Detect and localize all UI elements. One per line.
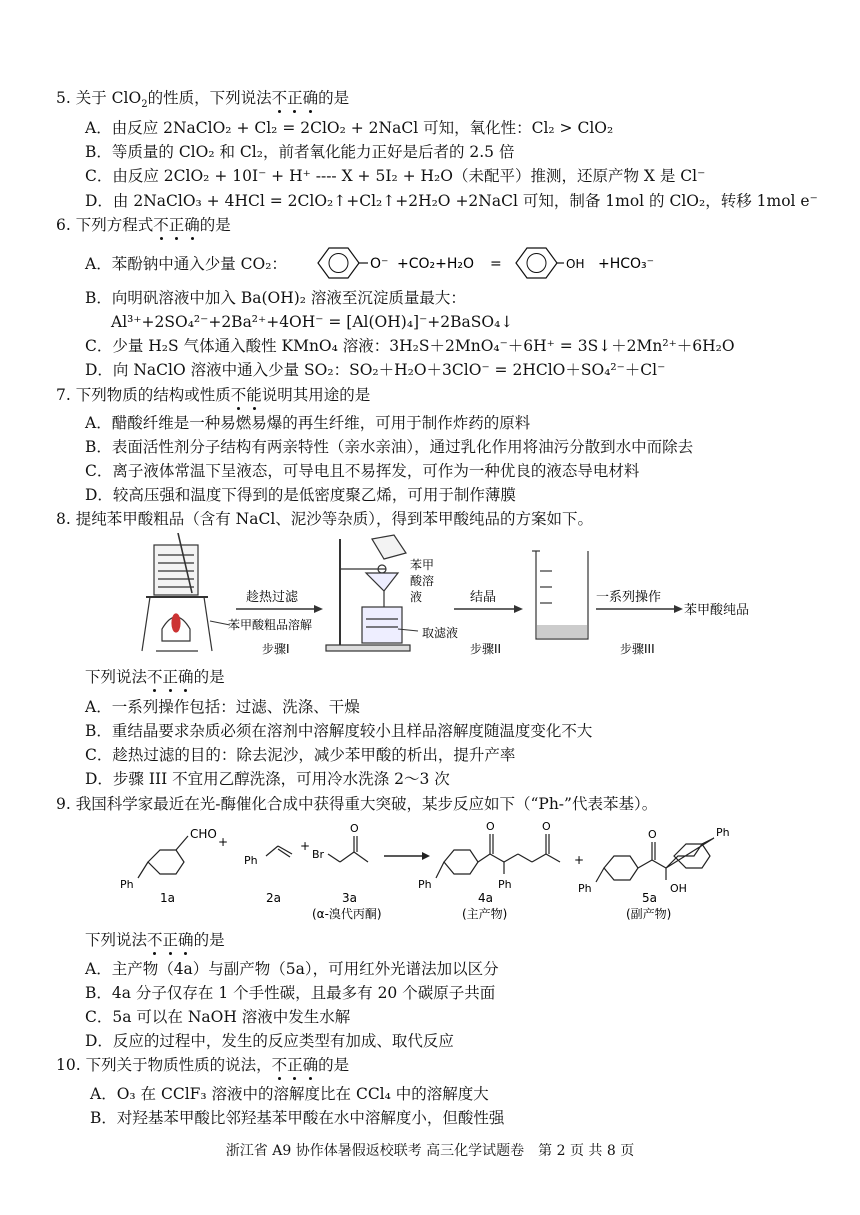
ring-1a (148, 850, 184, 874)
q9-option-c: C．5a 可以在 NaOH 溶液中发生水解 (85, 1008, 351, 1026)
solution-label-2: 酸溶 (410, 574, 435, 588)
cho-label: CHO (190, 827, 217, 841)
hot-filtration-label: 趁热过滤 (246, 590, 299, 605)
step3-label: 步骤III (620, 642, 655, 656)
q5-stem: 5. 关于 ClO$_2$的性质，下列说法不正确的是 (56, 89, 350, 111)
q6-option-b: B．向明矾溶液中加入 Ba(OH)₂ 溶液至沉淀质量最大： (85, 289, 466, 307)
compound-5a-note: (副产物) (626, 907, 672, 921)
q7-option-b: B．表面活性剂分子结构有两亲特性（亲水亲油），通过乳化作用将油污分散到水中而除去 (85, 438, 694, 456)
q6-phenol-equation (302, 240, 682, 286)
plus-sign: + (300, 839, 311, 853)
q8-option-a: A．一系列操作包括：过滤、洗涤、干燥 (85, 698, 360, 716)
q9-stem: 9. 我国科学家最近在光-酶催化合成中获得重大突破，某步反应如下（“Ph-”代表苯基）。 (56, 795, 658, 813)
oh-label: OH (670, 882, 687, 895)
q10-option-b: B．对羟基苯甲酸比邻羟基苯甲酸在水中溶解度小，但酸性强 (90, 1109, 505, 1127)
arrow-head (514, 605, 523, 613)
q6-option-b-equation: Al³⁺+2SO₄²⁻+2Ba²⁺+4OH⁻ = [Al(OH)₄]⁻+2BaSO₄↓ (111, 313, 514, 331)
step2-label: 步骤II (470, 642, 502, 656)
phenoxide-o: O⁻ (370, 256, 389, 272)
q8-option-d: D．步骤 III 不宜用乙醇洗涤，可用冷水洗涤 2～3 次 (85, 770, 450, 788)
label-pointer (210, 621, 230, 625)
q8-sub-stem: 下列说法不正确的是 (85, 668, 225, 686)
co2-h2o: +CO₂+H₂O (397, 256, 475, 272)
aromatic-circle-left (329, 254, 348, 273)
solution-label-1: 苯甲 (410, 558, 435, 572)
ph-label: Ph (578, 882, 592, 895)
ph-label: Ph (716, 826, 730, 839)
step1-label: 步骤I (262, 642, 290, 656)
q8-option-b: B．重结晶要求杂质必须在溶剂中溶解度较小且样品溶解度随温度变化不大 (85, 722, 593, 740)
filtration-stand (326, 535, 410, 651)
q8-stem: 8. 提纯苯甲酸粗品（含有 NaCl、泥沙等杂质），得到苯甲酸纯品的方案如下。 (56, 510, 594, 528)
phenol-oh: OH (566, 257, 585, 271)
compound-4a-note: (主产物) (462, 907, 508, 921)
q10-option-a: A．O₃ 在 CClF₃ 溶液中的溶解度比在 CCl₄ 中的溶解度大 (90, 1085, 489, 1103)
q10-stem: 10. 下列关于物质性质的说法，不正确的是 (56, 1056, 350, 1074)
q6-option-d: D．向 NaClO 溶液中通入少量 SO₂：SO₂＋H₂O＋3ClO⁻ = 2HClO＋SO₄²⁻＋Cl⁻ (85, 361, 666, 379)
q7-stem: 7. 下列物质的结构或性质不能说明其用途的是 (56, 386, 371, 404)
q6-option-c: C．少量 H₂S 气体通入酸性 KMnO₄ 溶液：3H₂S＋2MnO₄⁻＋6H⁺ = 3S↓＋2Mn²⁺＋6H₂O (85, 337, 735, 355)
plus-sign: + (574, 853, 585, 867)
page-footer: 浙江省 A9 协作体暑假返校联考 高三化学试题卷 第 2 页 共 8 页 (225, 1143, 635, 1159)
crystallize-label: 结晶 (470, 590, 497, 605)
o-label: O (542, 820, 551, 833)
compound-3a-note: (α-溴代丙酮) (312, 907, 382, 921)
solution-label-3: 液 (410, 590, 423, 604)
pure-product-label: 苯甲酸纯品 (684, 603, 750, 618)
q9-sub-stem: 下列说法不正确的是 (85, 931, 225, 949)
compound-1a: 1a (160, 891, 175, 905)
ph-label: Ph (120, 878, 134, 891)
ph-label: Ph (418, 878, 432, 891)
compound-3a: 3a (342, 891, 357, 905)
q6-stem: 6. 下列方程式不正确的是 (56, 216, 231, 234)
crude-dissolve-label: 苯甲酸粗品溶解 (228, 618, 313, 632)
o-label: O (486, 820, 495, 833)
q8-purification-scheme (118, 533, 763, 661)
filtrate-label: 取滤液 (422, 626, 459, 640)
q6-option-a-label: A．苯酚钠中通入少量 CO₂： (85, 255, 287, 273)
br-label: Br (312, 848, 325, 861)
equals-sign: = (490, 256, 502, 272)
q5-option-a: A．由反应 2NaClO₂ + Cl₂ = 2ClO₂ + 2NaCl 可知，氧化性：Cl₂ > ClO₂ (85, 119, 614, 137)
q9-option-d: D．反应的过程中，发生的反应类型有加成、取代反应 (85, 1032, 454, 1050)
arrow-head (314, 605, 323, 613)
q7-option-c: C．离子液体常温下呈液态，可导电且不易挥发，可作为一种优良的液态导电材料 (85, 462, 640, 480)
crystallization-beaker (532, 551, 588, 639)
benzene-ring-right (516, 248, 557, 278)
q8-option-c: C．趁热过滤的目的：除去泥沙，减少苯甲酸的析出，提升产率 (85, 746, 516, 764)
compound-4a: 4a (478, 891, 493, 905)
q9-reaction-scheme (112, 816, 752, 924)
q7-option-d: D．较高压强和温度下得到的是低密度聚乙烯，可用于制作薄膜 (85, 486, 516, 504)
plus-sign: + (218, 835, 229, 849)
o-label: O (350, 822, 359, 835)
q5-option-b: B．等质量的 ClO₂ 和 Cl₂，前者氧化能力正好是后者的 2.5 倍 (85, 143, 515, 161)
series-ops-label: 一系列操作 (596, 590, 662, 605)
compound-5a: 5a (642, 891, 657, 905)
o-label: O (648, 828, 657, 841)
ring-5a (604, 856, 638, 880)
q5-option-c: C．由反应 2ClO₂ + 10I⁻ + H⁺ ---- X + 5I₂ + H₂O（未配平）推测，还原产物 X 是 Cl⁻ (85, 167, 706, 185)
q9-option-a: A．主产物（4a）与副产物（5a），可用红外光谱法加以区分 (85, 960, 499, 978)
q9-option-b: B．4a 分子仅存在 1 个手性碳，且最多有 20 个碳原子共面 (85, 984, 496, 1002)
beaker-heating-apparatus (142, 533, 212, 651)
q7-option-a: A．醋酸纤维是一种易燃易爆的再生纤维，可用于制作炸药的原料 (85, 414, 531, 432)
q5-option-d: D．由 2NaClO₃ + 4HCl = 2ClO₂↑+Cl₂↑+2H₂O +2NaCl 可知，制备 1mol 的 ClO₂，转移 1mol e⁻ (85, 192, 818, 210)
ph-label: Ph (244, 854, 258, 867)
ph-label: Ph (498, 878, 512, 891)
ring-4a (444, 850, 478, 874)
arrow-head (674, 605, 683, 613)
bicarbonate: +HCO₃⁻ (598, 256, 655, 272)
aromatic-circle-right (527, 254, 546, 273)
benzene-ring-left (318, 248, 359, 278)
arrow-head (422, 852, 430, 860)
compound-2a: 2a (266, 891, 281, 905)
